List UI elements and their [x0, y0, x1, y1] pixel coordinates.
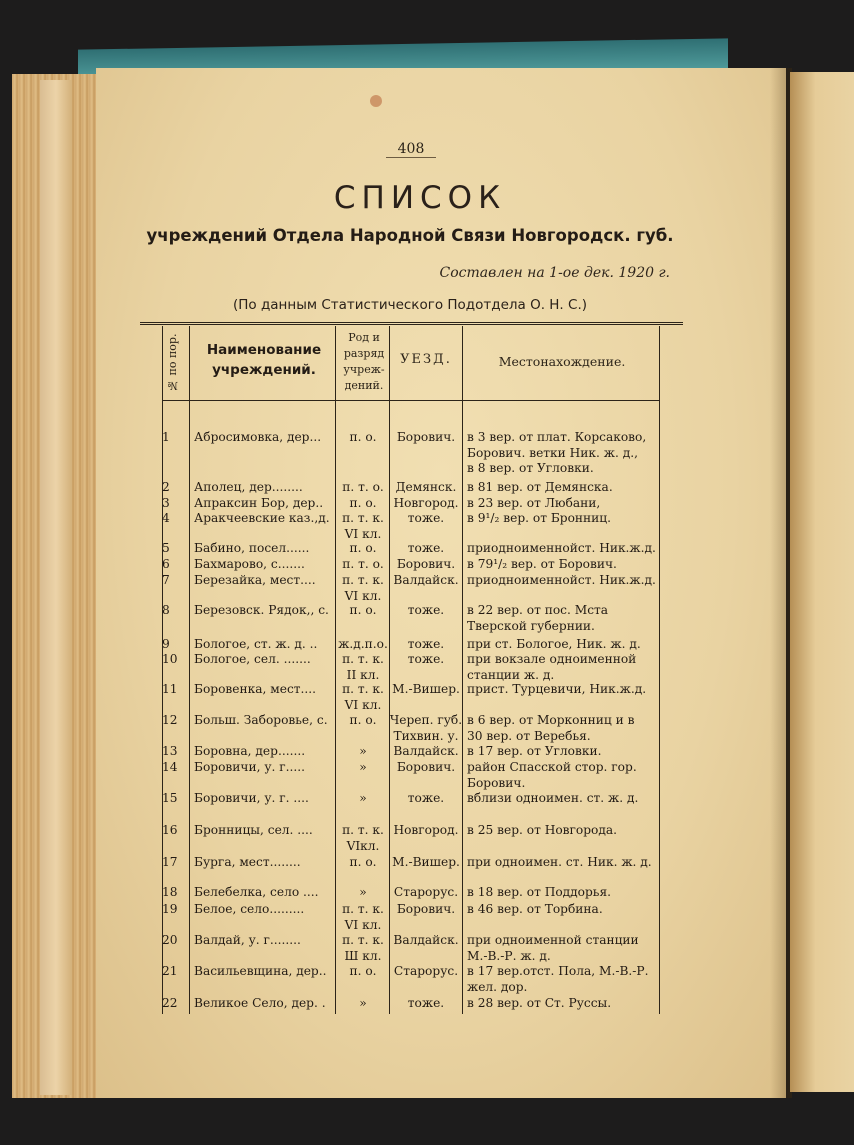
uezd: тоже. [407, 511, 445, 525]
uezd: Борович. [396, 430, 456, 444]
institution-type: п. о. [349, 713, 377, 727]
row-number: 10 [162, 652, 178, 666]
institution-type: » [359, 744, 367, 758]
page-stack-edge [40, 80, 72, 1095]
institution-type: п. т. к. VI кл. [342, 511, 384, 541]
location: в 25 вер. от Новгорода. [467, 823, 618, 837]
row-number: 14 [162, 760, 178, 774]
paper-stain [370, 95, 382, 107]
institution-type: » [359, 885, 367, 899]
header-number: № по пор. [166, 333, 179, 393]
uezd: тоже. [407, 996, 445, 1010]
institution-name: Белебелка, село .... [194, 885, 319, 899]
row-number: 7 [162, 573, 170, 587]
uezd: Новгород. [393, 496, 459, 510]
location: при ст. Бологое, Ник. ж. д. [467, 637, 641, 651]
facing-page-edge [790, 72, 854, 1092]
location: в 3 вер. от плат. Корсаково, Борович. ветки Ник. ж. д., в 8 вер. от Угловки. [467, 430, 647, 475]
location: в 79¹/₂ вер. от Борович. [467, 557, 617, 571]
document-subtitle: учреждений Отдела Народной Связи Новгородск. губ. [146, 226, 674, 245]
institution-type: п. т. о. [342, 480, 384, 494]
institution-type: п. т. к. II кл. [342, 652, 384, 682]
uezd: Борович. [396, 902, 456, 916]
row-number: 11 [162, 682, 178, 696]
institution-type: п. о. [349, 541, 377, 555]
row-number: 21 [162, 964, 178, 978]
location: в 6 вер. от Морконниц и в 30 вер. от Веребья. [467, 713, 635, 743]
row-number: 6 [162, 557, 170, 571]
uezd: Борович. [396, 557, 456, 571]
location: в 28 вер. от Ст. Руссы. [467, 996, 612, 1010]
row-number: 20 [162, 933, 178, 947]
row-number: 22 [162, 996, 178, 1010]
institution-name: Великое Село, дер. . [194, 996, 326, 1010]
institution-type: п. т. к. VI кл. [342, 682, 384, 712]
institution-type: п. т. о. [342, 557, 384, 571]
institution-name: Белое, село......... [194, 902, 305, 916]
institution-type: п. о. [349, 603, 377, 617]
row-number: 9 [162, 637, 170, 651]
location: в 17 вер.отст. Пола, М.-В.-Р. жел. дор. [467, 964, 649, 994]
header-uezd: УЕЗД. [400, 352, 452, 367]
table-column-divider [659, 326, 660, 1014]
location: при одноимен. ст. Ник. ж. д. [467, 855, 652, 869]
institution-type: ж.д.п.о. [338, 637, 388, 651]
uezd: Валдайск. [393, 573, 459, 587]
uezd: тоже. [407, 652, 445, 666]
institution-name: Бурга, мест........ [194, 855, 301, 869]
institution-name: Боровичи, у. г. .... [194, 791, 309, 805]
row-number: 15 [162, 791, 178, 805]
institution-name: Березовск. Рядок,, с. [194, 603, 329, 617]
location: район Спасской стор. гор. Борович. [467, 760, 637, 790]
institution-type: » [359, 791, 367, 805]
location: прист. Турцевичи, Ник.ж.д. [467, 682, 647, 696]
institution-name: Бронницы, сел. .... [194, 823, 313, 837]
table-header-rule [163, 400, 660, 401]
institution-type: п. т. к. Ш кл. [342, 933, 384, 963]
institution-name: Березайка, мест.... [194, 573, 316, 587]
uezd: Череп. губ. Тихвин. у. [389, 713, 463, 743]
row-number: 17 [162, 855, 178, 869]
location: в 46 вер. от Торбина. [467, 902, 603, 916]
source-note: (По данным Статистического Подотдела О. Н. С.) [232, 297, 587, 313]
uezd: М.-Вишер. [392, 855, 460, 869]
header-name: Наименование учреждений. [206, 342, 322, 378]
uezd: Старорус. [393, 885, 459, 899]
institution-name: Бабино, посел...... [194, 541, 310, 555]
document-title: СПИСОК [333, 180, 507, 216]
location: в 17 вер. от Угловки. [467, 744, 602, 758]
location: в 23 вер. от Любани, [467, 496, 601, 510]
institution-name: Аполец, дер........ [194, 480, 303, 494]
institution-name: Аракчеевские каз.,д. [194, 511, 330, 525]
row-number: 19 [162, 902, 178, 916]
uezd: Старорус. [393, 964, 459, 978]
institution-name: Бологое, сел. ....... [194, 652, 311, 666]
uezd: тоже. [407, 603, 445, 617]
institution-name: Абросимовка, дер... [194, 430, 322, 444]
uezd: Новгород. [393, 823, 459, 837]
row-number: 13 [162, 744, 178, 758]
row-number: 8 [162, 603, 170, 617]
location: в 22 вер. от пос. Мста Тверской губернии. [467, 603, 609, 633]
row-number: 5 [162, 541, 170, 555]
institution-name: Апраксин Бор, дер.. [194, 496, 324, 510]
location: при одноименной станции М.-В.-Р. ж. д. [467, 933, 639, 963]
uezd: Демянск. [395, 480, 457, 494]
location: приодноименнойст. Ник.ж.д. [467, 573, 656, 587]
page-number: 408 [386, 141, 436, 158]
location: при вокзале одноименной станции ж. д. [467, 652, 637, 682]
header-type: Род и разряд учреж-дений. [343, 331, 385, 392]
location: в 81 вер. от Демянска. [467, 480, 613, 494]
institution-type: п. т. к. VI кл. [342, 902, 384, 932]
institution-name: Васильевщина, дер.. [194, 964, 327, 978]
institution-name: Боровна, дер....... [194, 744, 306, 758]
institution-name: Валдай, у. г........ [194, 933, 301, 947]
uezd: Валдайск. [393, 744, 459, 758]
uezd: Валдайск. [393, 933, 459, 947]
row-number: 12 [162, 713, 178, 727]
location: в 9¹/₂ вер. от Бронниц. [467, 511, 611, 525]
uezd: тоже. [407, 637, 445, 651]
uezd: Борович. [396, 760, 456, 774]
institution-type: п. о. [349, 496, 377, 510]
row-number: 16 [162, 823, 178, 837]
institution-name: Боровичи, у. г..... [194, 760, 306, 774]
location: приодноименнойст. Ник.ж.д. [467, 541, 656, 555]
row-number: 3 [162, 496, 170, 510]
institution-name: Бахмарово, с....... [194, 557, 305, 571]
uezd: тоже. [407, 791, 445, 805]
compiled-date: Составлен на 1-ое дек. 1920 г. [439, 265, 670, 281]
row-number: 4 [162, 511, 170, 525]
row-number: 2 [162, 480, 170, 494]
institution-name: Больш. Заборовье, с. [194, 713, 328, 727]
uezd: тоже. [407, 541, 445, 555]
institution-type: п. о. [349, 964, 377, 978]
institution-type: п. о. [349, 430, 377, 444]
uezd: М.-Вишер. [392, 682, 460, 696]
institution-name: Бологое, ст. ж. д. .. [194, 637, 318, 651]
table-column-divider [189, 326, 190, 1014]
location: в 18 вер. от Поддорья. [467, 885, 612, 899]
location: вблизи одноимен. ст. ж. д. [467, 791, 639, 805]
institution-type: п. т. к. VI кл. [342, 573, 384, 603]
institution-type: п. т. к. VIкл. [342, 823, 384, 853]
institution-type: » [359, 760, 367, 774]
row-number: 1 [162, 430, 170, 444]
institution-name: Боровенка, мест.... [194, 682, 317, 696]
table-top-rule [140, 322, 683, 327]
page-gutter [770, 68, 792, 1098]
row-number: 18 [162, 885, 178, 899]
institution-type: » [359, 996, 367, 1010]
institution-type: п. о. [349, 855, 377, 869]
header-location: Местонахождение. [498, 354, 626, 369]
